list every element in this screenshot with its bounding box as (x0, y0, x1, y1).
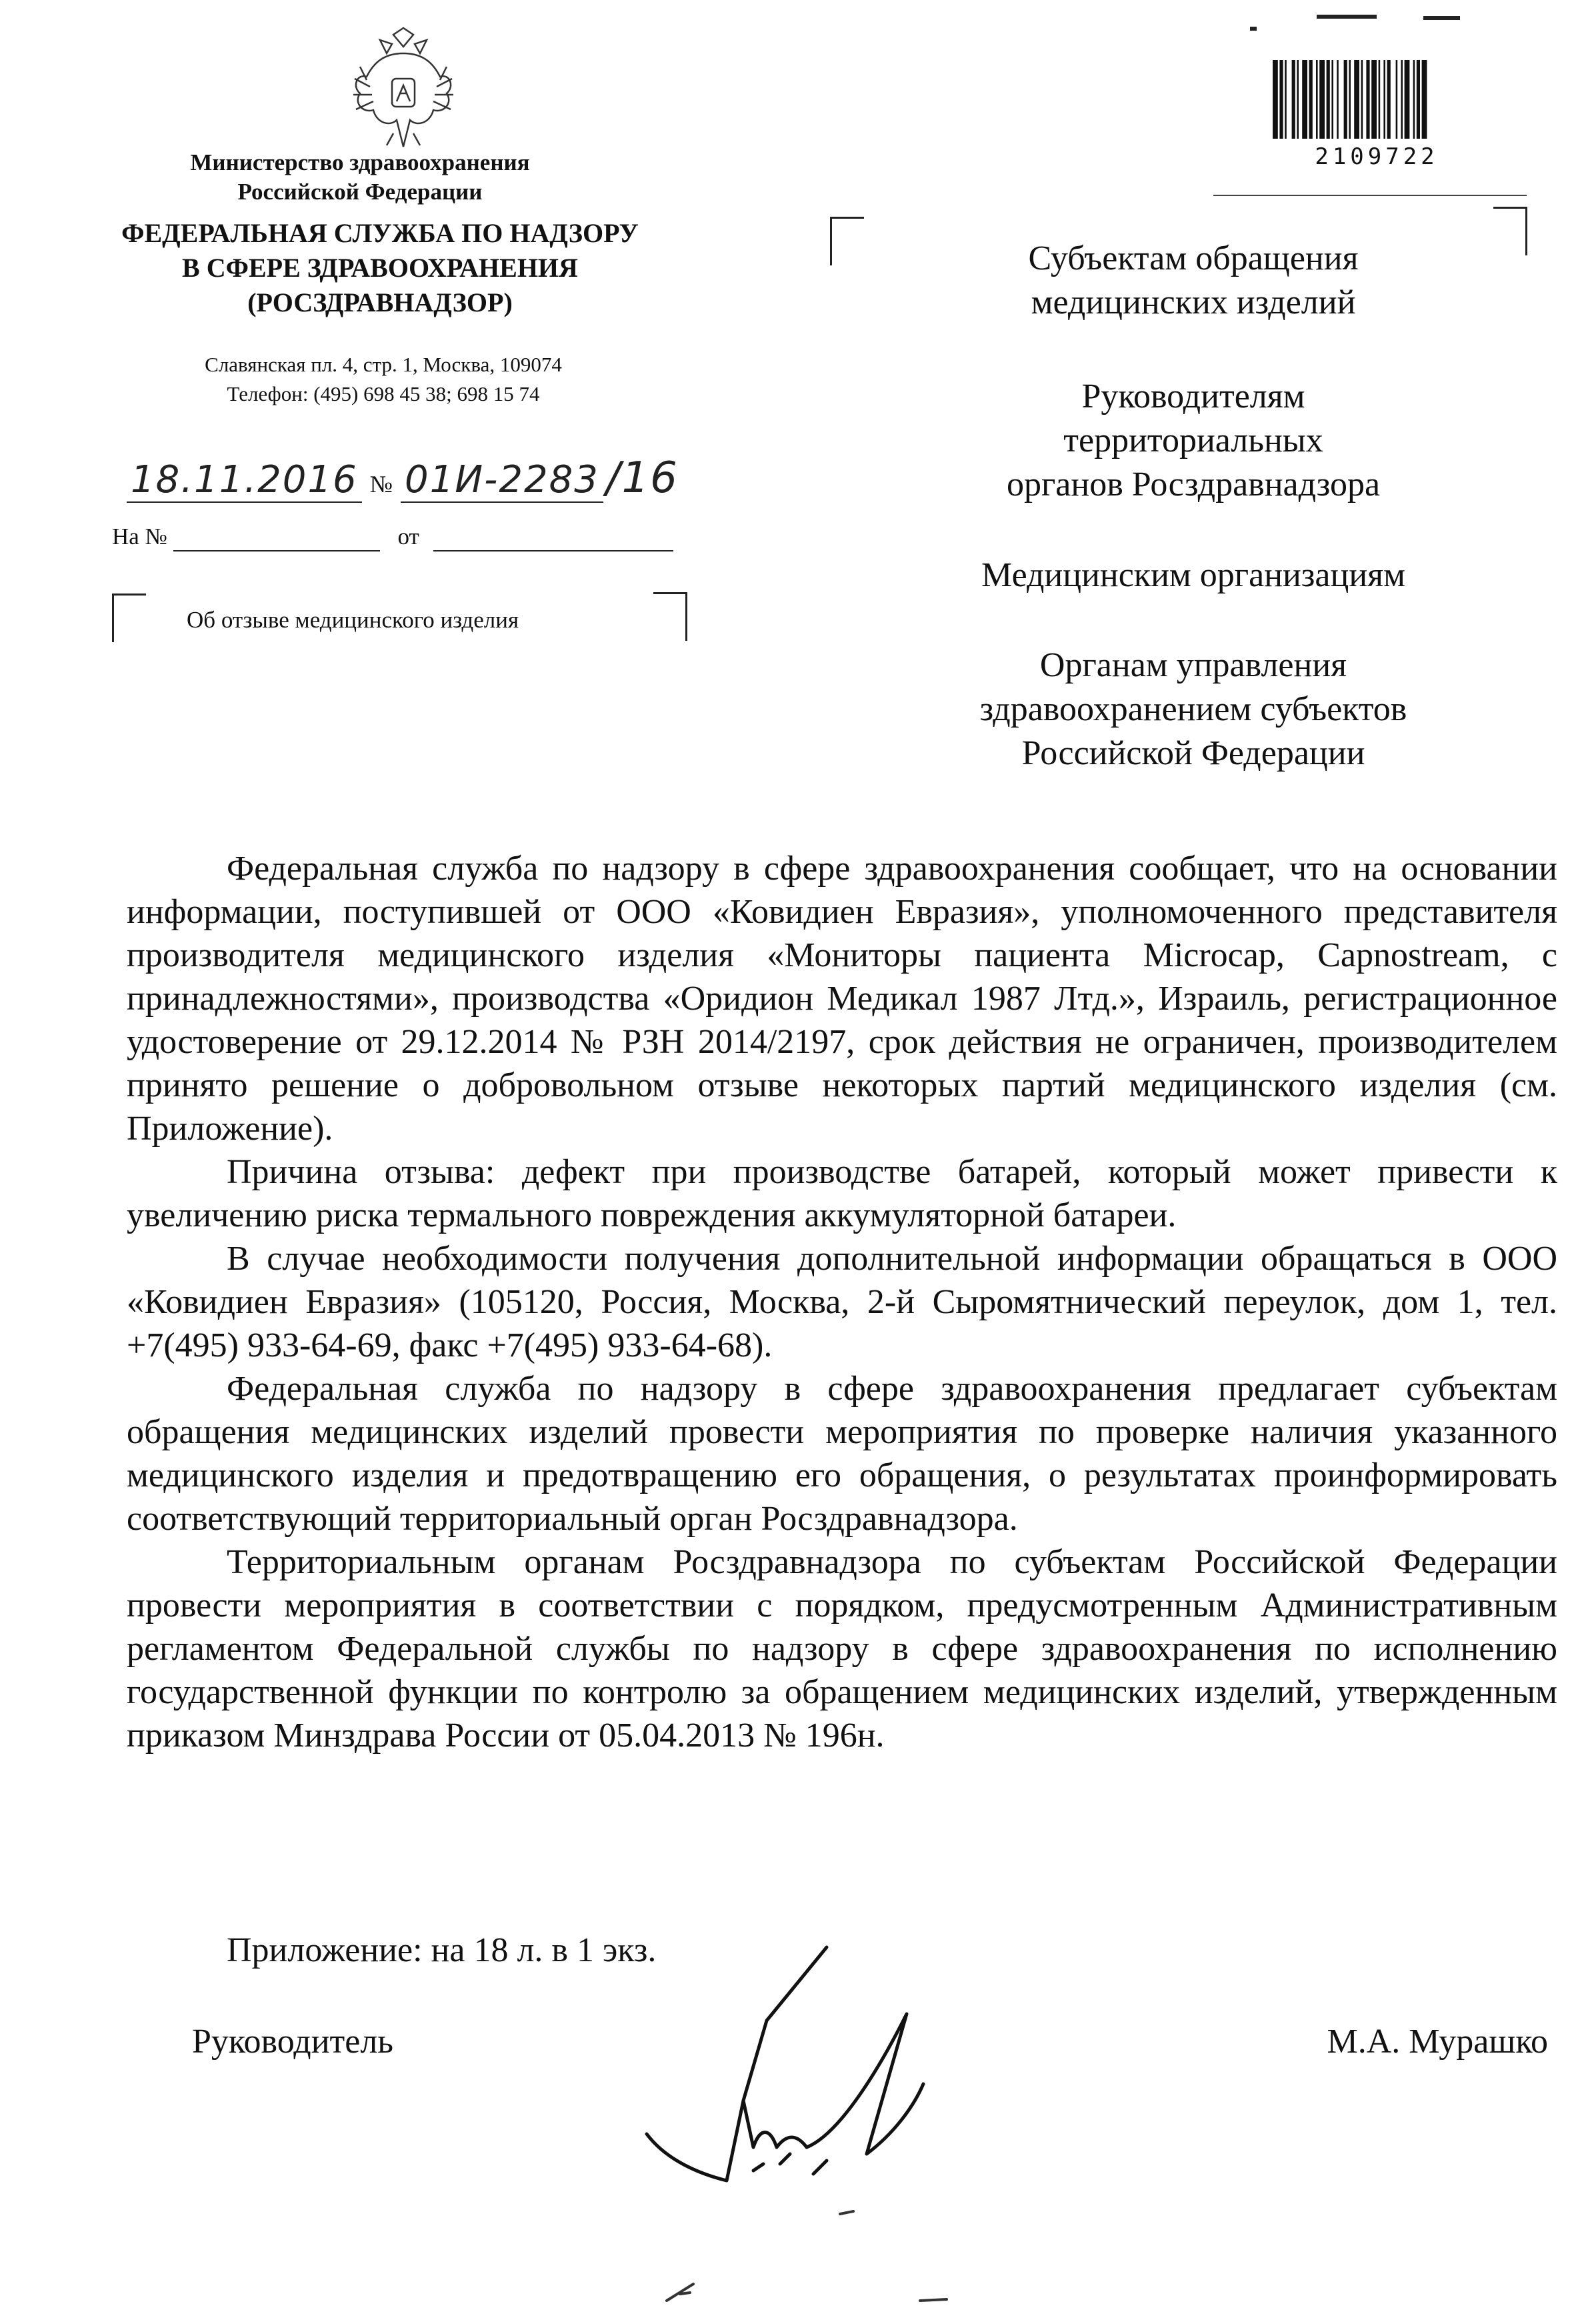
addressee-line: Субъектам обращения (1028, 239, 1359, 277)
barcode-rule (1213, 195, 1527, 196)
body-paragraph: Федеральная служба по надзору в сфере здравоохранения сообщает, что на основании информации, поступившей от ООО «Ковидиен Евразия», уполномоченного представителя производителя медицинского изделия «Мониторы пациента Microcap, Capnostream, с принадлежностями», производства «Оридион Медикал 1987 Лтд.», Израиль, регистрационное удостоверение от 29.12.2014 № РЗН 2014/2197, срок действия не ограничен, производителем принято решение о добровольном отзыве некоторых партий медицинского изделия (см. Приложение). (127, 850, 1557, 1148)
barcode-bar (1292, 60, 1295, 139)
body-paragraph: Причина отзыва: дефект при производстве батарей, который может привести к увеличению риска термального повреждения аккумуляторной батареи. (127, 1153, 1557, 1234)
addressee-territorial (907, 375, 1480, 507)
barcode-bar (1285, 60, 1287, 139)
barcode-bar (1309, 60, 1313, 139)
addressee-line: органов Росздравнадзора (1006, 465, 1381, 503)
barcode-icon (1270, 59, 1482, 141)
barcode-bar (1337, 60, 1339, 139)
addressee-line: медицинских изделий (1031, 283, 1356, 321)
reply-to-label: На № (112, 523, 167, 549)
barcode-bar (1354, 60, 1359, 139)
barcode-bar (1319, 60, 1325, 139)
barcode-bar (1379, 60, 1381, 139)
addressee-medical (907, 553, 1480, 598)
registration-suffix: /16 (605, 453, 679, 503)
addressee-line: здравоохранением субъектов (979, 690, 1407, 728)
barcode-bar (1383, 60, 1385, 139)
subject-bracket-left (112, 594, 146, 642)
body-paragraph: Территориальным органам Росздравнадзора по субъектам Российской Федерации провести мероприятия в соответствии с порядком, предусмотренным Административным регламентом Федеральной службы по надзору в сфере здравоохранения по исполнению государственной функции по контролю за обращением медицинских изделий, утвержденным приказом Минздрава России от 05.04.2013 № 196н. (127, 1543, 1557, 1755)
attachment-note: Приложение: на 18 л. в 1 экз. (227, 1931, 657, 1969)
coat-of-arms-icon (347, 27, 460, 153)
body-paragraph: В случае необходимости получения дополнительной информации обращаться в ООО «Ковидиен Евразия» (105120, Россия, Москва, 2-й Сыромятнический переулок, дом 1, тел. +7(495) 933-64-69, факс +7(495) 933-64-68). (127, 1240, 1557, 1364)
barcode-bar (1405, 60, 1410, 139)
barcode-bar (1422, 60, 1427, 139)
barcode-bar (1417, 60, 1420, 139)
barcode-number: 2109722 (1315, 143, 1439, 170)
agency-line: В СФЕРЕ ЗДРАВООХРАНЕНИЯ (182, 253, 578, 283)
ministry-line: Министерство здравоохранения (190, 149, 530, 175)
ministry-line: Российской Федерации (237, 179, 483, 205)
sender-address (120, 350, 647, 409)
phone-line: Телефон: (495) 698 45 38; 698 15 74 (227, 382, 540, 405)
from-label: от (397, 523, 419, 549)
barcode-bar (1366, 60, 1369, 139)
ministry-name (120, 148, 600, 207)
barcode-bar (1387, 60, 1391, 139)
barcode-bar (1371, 60, 1377, 139)
reply-number-blank (173, 523, 380, 551)
signature-icon (627, 1934, 973, 2214)
address-line: Славянская пл. 4, стр. 1, Москва, 109074 (205, 353, 562, 376)
agency-name (67, 216, 693, 320)
letter-body (127, 847, 1557, 1757)
barcode-bar (1327, 60, 1330, 139)
reply-reference-line (112, 523, 673, 551)
agency-line: ФЕДЕРАЛЬНАЯ СЛУЖБА ПО НАДЗОРУ (121, 218, 639, 248)
signatory-name: М.А. Мурашко (1327, 2023, 1548, 2061)
barcode-bar (1361, 60, 1363, 139)
agency-line: (РОСЗДРАВНАДЗОР) (247, 287, 513, 317)
scan-mark (1250, 27, 1257, 31)
addressee-line: Органам управления (1039, 646, 1347, 684)
registration-line (127, 453, 679, 504)
barcode-bar (1279, 60, 1283, 139)
body-paragraph: Федеральная служба по надзору в сфере здравоохранения предлагает субъектам обращения медицинских изделий провести мероприятия по проверке наличия указанного медицинского изделия и предотвращению его обращения, о результатах проинформировать соответствующий территориальный орган Росздравнадзора. (127, 1370, 1557, 1538)
addressee-line: территориальных (1063, 421, 1323, 459)
addressee-line: Руководителям (1081, 377, 1305, 415)
subject-line: Об отзыве медицинского изделия (187, 607, 519, 633)
barcode-bar (1302, 60, 1307, 139)
scan-mark (1423, 16, 1460, 20)
barcode-bar (1344, 60, 1347, 139)
subject-bracket-right (653, 592, 687, 641)
barcode-bar (1401, 60, 1403, 139)
reply-date-blank (433, 523, 673, 551)
barcode-bar (1297, 60, 1299, 139)
addressee-bracket-right (1493, 207, 1527, 255)
scan-artifacts (653, 2201, 1027, 2314)
addressee-subjects (907, 237, 1480, 325)
barcode-bar (1331, 60, 1333, 139)
addressee-line: Российской Федерации (1021, 734, 1365, 772)
addressee-line: Медицинским организациям (981, 556, 1405, 594)
barcode-bar (1273, 60, 1278, 139)
scan-mark (1317, 15, 1377, 19)
barcode-bar (1316, 60, 1318, 139)
barcode-bar (1349, 60, 1351, 139)
number-sign: № (369, 471, 393, 497)
registration-date: 18.11.2016 (127, 458, 362, 503)
addressee-bracket-left (830, 217, 864, 265)
registration-number: 01И-2283 (401, 458, 603, 503)
addressee-health-authorities (907, 644, 1480, 776)
barcode-bar (1396, 60, 1398, 139)
barcode-bar (1413, 60, 1415, 139)
signatory-role: Руководитель (192, 2023, 393, 2061)
